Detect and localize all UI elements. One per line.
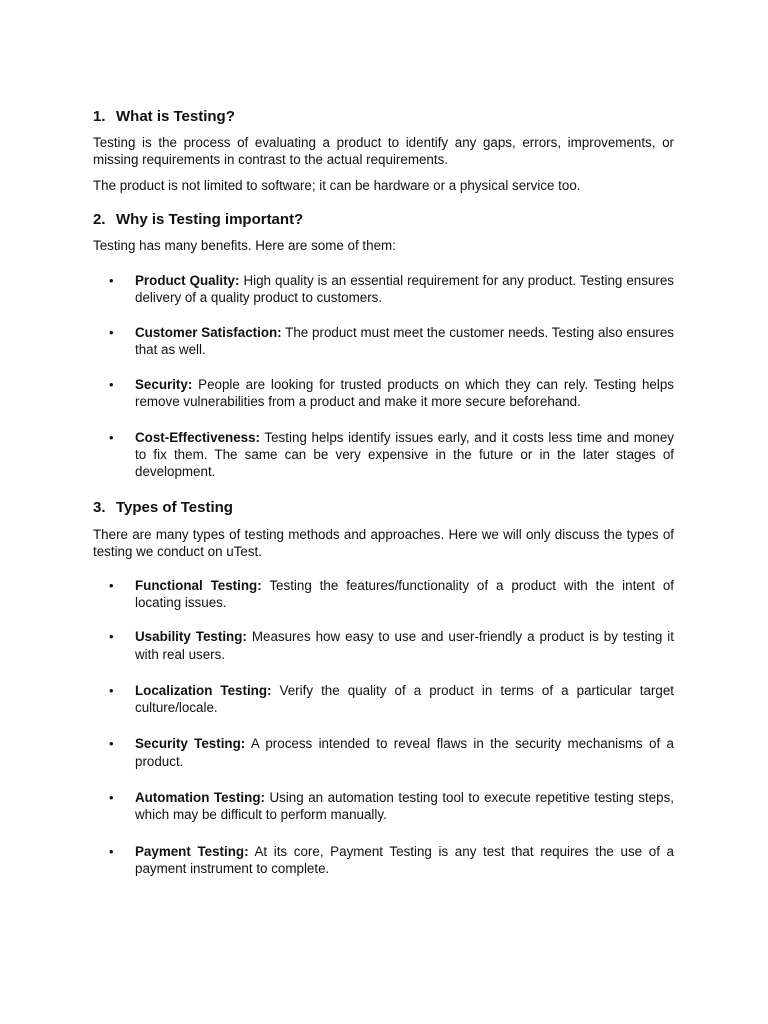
bullet-icon: • xyxy=(109,429,114,445)
paragraph-benefits-intro: Testing has many benefits. Here are some of them: xyxy=(93,238,396,253)
benefits-list xyxy=(93,272,674,481)
bullet-icon: • xyxy=(109,736,114,752)
list-item-term: Product Quality: xyxy=(135,273,240,288)
list-item-term: Customer Satisfaction: xyxy=(135,324,282,340)
paragraph-testing-definition: Testing is the process of evaluating a product to identify any gaps, errors, improvements, or missing requirements in contrast to the actual requirements. xyxy=(93,135,674,167)
list-item-text: High quality is an essential requirement for any product. Testing ensures delivery of a quality product to customers. xyxy=(135,273,674,306)
testing-types-list xyxy=(93,577,674,878)
section-title: Why is Testing important? xyxy=(116,211,304,228)
list-item xyxy=(93,682,674,717)
list-item-term: Payment Testing: xyxy=(135,843,249,859)
list-item xyxy=(93,628,674,663)
bullet-icon: • xyxy=(109,843,114,859)
paragraph-product-scope: The product is not limited to software; it can be hardware or a physical service too. xyxy=(93,178,581,193)
list-item xyxy=(93,843,674,878)
list-item xyxy=(93,789,674,824)
bullet-icon: • xyxy=(109,324,114,340)
list-item-text: A process intended to reveal flaws in the security mechanisms of a product. xyxy=(135,736,674,769)
bullet-icon: • xyxy=(109,377,114,393)
bullet-icon: • xyxy=(109,577,114,593)
list-item-text: Verify the quality of a product in terms of a particular target culture/locale. xyxy=(135,682,674,716)
list-item-term: Functional Testing: xyxy=(135,577,262,593)
list-item-term: Localization Testing: xyxy=(135,682,272,698)
bullet-icon: • xyxy=(109,273,114,288)
bullet-icon: • xyxy=(109,629,114,645)
list-item xyxy=(93,735,674,770)
list-item-term: Cost-Effectiveness: xyxy=(135,429,261,445)
section-title: What is Testing? xyxy=(116,108,235,125)
list-item xyxy=(93,324,674,359)
bullet-icon: • xyxy=(109,790,114,806)
list-item-term: Automation Testing: xyxy=(135,790,265,806)
paragraph-types-intro: There are many types of testing methods and approaches. Here we will only discuss the types of testing we conduct on uTest. xyxy=(93,526,674,559)
list-item-term: Security: xyxy=(135,377,193,393)
list-item xyxy=(93,429,674,481)
list-item-text: At its core, Payment Testing is any test that requires the use of a payment instrument to complete. xyxy=(135,843,674,876)
list-item xyxy=(93,577,674,612)
section-title: Types of Testing xyxy=(116,498,233,516)
list-item-term: Security Testing: xyxy=(135,736,246,752)
list-item-text: People are looking for trusted products on which they can rely. Testing helps remove vulnerabilities from a product and make it more secure beforehand. xyxy=(135,377,674,410)
list-item-text: Using an automation testing tool to execute repetitive testing steps, which may be difficult to perform manually. xyxy=(135,790,674,823)
bullet-icon: • xyxy=(109,682,114,698)
section-number: 2. xyxy=(93,211,106,228)
section-heading-what-is-testing xyxy=(93,108,674,126)
list-item-text: The product must meet the customer needs. Testing also ensures that as well. xyxy=(135,324,674,357)
list-item xyxy=(93,376,674,411)
list-item-term: Usability Testing: xyxy=(135,629,247,645)
section-heading-types-of-testing xyxy=(93,499,674,517)
list-item-text: Testing the features/functionality of a product with the intent of locating issues. xyxy=(135,577,674,610)
section-number: 1. xyxy=(93,108,106,125)
section-number: 3. xyxy=(93,498,106,516)
list-item xyxy=(93,272,674,307)
list-item-text: Testing helps identify issues early, and it costs less time and money to fix them. The same can be very expensive in the future or in the later stages of development. xyxy=(135,429,674,480)
section-heading-why-testing-important xyxy=(93,211,674,229)
list-item-text: Measures how easy to use and user-friendly a product is by testing it with real users. xyxy=(135,629,675,662)
